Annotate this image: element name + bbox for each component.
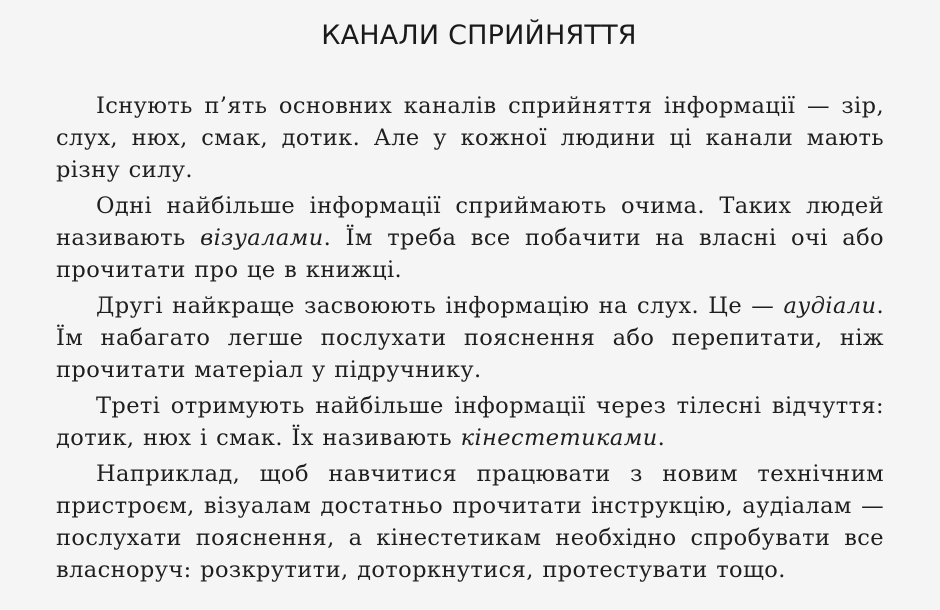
paragraph-4-text-after: . [657,425,666,451]
paragraph-3-text-after: . Їм набагато легше послухати пояснення або перепитати, ніж прочитати матеріал у підручнику. [56,293,884,383]
paragraph-1-text: Існують п’ять основних каналів сприйняття інформації — зір, слух, нюх, смак, дотик. Але у кожної людини ці канали мають різну силу. [56,93,884,183]
paragraph-4-text-before: Треті отримують найбільше інформації через тілесні відчуття: дотик, нюх і смак. Їх називають [56,393,884,451]
document-title: КАНАЛИ СПРИЙНЯТТЯ [321,20,637,51]
paragraph-4 [56,390,884,454]
paragraph-2-text-after: . Їм треба все побачити на власні очі або прочитати про це в книжці. [56,225,884,283]
paragraph-2 [56,190,884,286]
paragraph-2-emphasis: візуалами [200,225,324,251]
paragraph-3-emphasis: аудіали [783,293,877,319]
paragraph-2-text-before: Одні найбільше інформації сприймають очима. Таких людей називають [56,193,884,251]
paragraph-3 [56,290,884,386]
paragraph-5 [56,458,884,586]
paragraph-3-text-before: Другі найкраще засвоюють інформацію на слух. Це — [96,293,784,319]
paragraph-4-emphasis: кінестетиками [460,425,658,451]
paragraph-5-text: Наприклад, щоб навчитися працювати з новим технічним пристроєм, візуалам достатньо прочитати інструкцію, аудіалам — послухати пояснення, а кінестетикам необхідно спробувати все власноруч: розкрутити, доторкнутися, протестувати тощо. [56,461,884,583]
paragraph-1 [56,90,884,186]
